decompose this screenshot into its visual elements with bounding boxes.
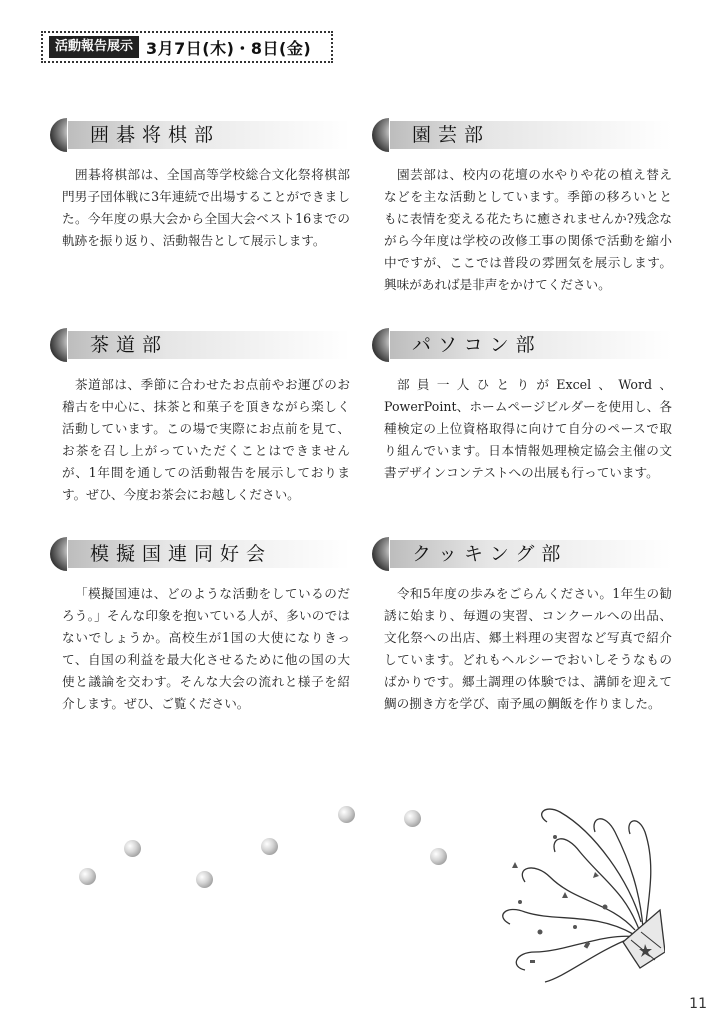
section-heading	[372, 118, 672, 152]
exhibit-header	[41, 31, 333, 63]
section-body: 茶道部は、季節に合わせたお点前やお運びのお稽古を中心に、抹茶と和菓子を頂きながら楽しく活動しています。この場で実際にお点前を見て、お茶を召し上がっていただくことはできませんが、1年間を通しての活動報告を展示しております。ぜひ、今度お茶会にお越しください。	[62, 377, 350, 502]
section-heading	[50, 537, 350, 571]
section-body: 令和5年度の歩みをごらんください。1年生の勧誘に始まり、毎週の実習、コンクールへの出品、文化祭への出店、郷土料理の実習など写真で紹介しています。どれもヘルシーでおいしそうなものばかりです。郷土調理の体験では、講師を迎えて鯛の捌き方を学び、南予風の鯛飯を作りました。	[384, 586, 672, 711]
exhibit-date: 3月7日(木)・8日(金)	[146, 38, 312, 58]
section-title: 囲碁将棋部	[90, 124, 221, 146]
half-sphere-icon	[50, 118, 84, 152]
section-gardening	[372, 118, 672, 296]
section-heading	[50, 328, 350, 362]
section-heading	[372, 537, 672, 571]
half-sphere-icon	[372, 537, 406, 571]
section-title: 茶道部	[90, 334, 169, 356]
section-body: 部員一人ひとりがExcel、Word、PowerPoint、ホームページビルダーを使用し、各種検定の上位資格取得に向けて自分のペースで取り組んでいます。日本情報処理検定協会主催の文書デザインコンテストへの出展も行っています。	[384, 377, 672, 480]
section-igo-shogi	[50, 118, 350, 252]
ball-icon	[338, 806, 355, 823]
half-sphere-icon	[372, 118, 406, 152]
section-title: パソコン部	[412, 334, 542, 356]
section-body: 囲碁将棋部は、全国高等学校総合文化祭将棋部門男子団体戦に3年連続で出場することができました。今年度の県大会から全国大会ベスト16までの軌跡を振り返り、活動報告として展示します。	[62, 167, 350, 248]
section-model-un	[50, 537, 350, 715]
party-popper-icon	[455, 792, 665, 992]
section-tea-ceremony	[50, 328, 350, 506]
section-title: クッキング部	[412, 543, 568, 565]
page-number: 11	[689, 996, 707, 1012]
section-cooking	[372, 537, 672, 715]
ball-icon	[79, 868, 96, 885]
half-sphere-icon	[372, 328, 406, 362]
ball-icon	[196, 871, 213, 888]
section-heading	[372, 328, 672, 362]
section-computer	[372, 328, 672, 484]
section-title: 園芸部	[412, 124, 491, 146]
ball-icon	[430, 848, 447, 865]
section-title: 模擬国連同好会	[90, 543, 273, 565]
half-sphere-icon	[50, 328, 84, 362]
ball-icon	[124, 840, 141, 857]
section-body: 園芸部は、校内の花壇の水やりや花の植え替えなどを主な活動としています。季節の移ろいとともに表情を変える花たちに癒されませんか?残念ながら今年度は学校の改修工事の関係で活動を縮小中ですが、ここでは普段の雰囲気を展示します。興味があれば是非声をかけてください。	[384, 167, 672, 292]
half-sphere-icon	[50, 537, 84, 571]
ball-icon	[261, 838, 278, 855]
section-heading	[50, 118, 350, 152]
ball-icon	[404, 810, 421, 827]
section-body: 「模擬国連は、どのような活動をしているのだろう。」そんな印象を抱いている人が、多いのではないでしょうか。高校生が1国の大使になりきって、自国の利益を最大化させるために他の国の大使と議論を交わす。そんな大会の流れと様子を紹介します。ぜひ、ご覧ください。	[62, 586, 350, 711]
exhibit-label: 活動報告展示	[49, 36, 139, 58]
